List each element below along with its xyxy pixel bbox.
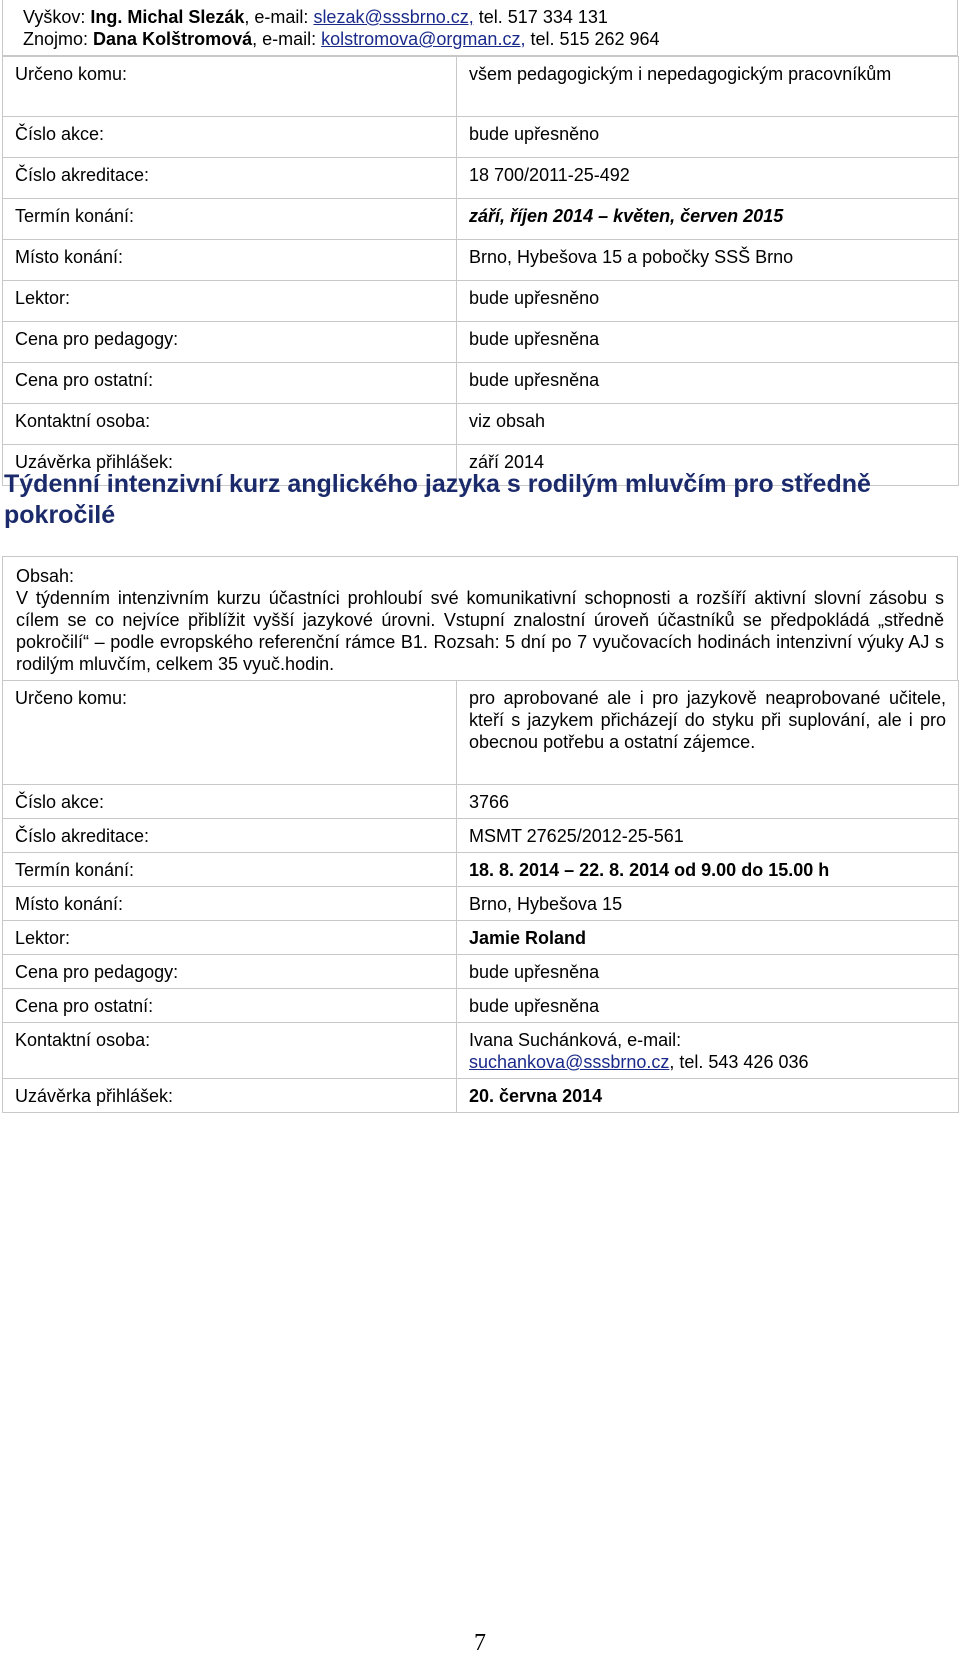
row-value: bude upřesněno [457, 281, 959, 322]
row-label: Určeno komu: [3, 681, 457, 785]
row-value: bude upřesněna [457, 989, 959, 1023]
row-value: pro aprobované ale i pro jazykově neaprobované učitele, kteří s jazykem přicházejí do styku při suplování, ale i pro obecnou potřebu a ostatní zájemce. [457, 681, 959, 785]
row-label: Místo konání: [3, 887, 457, 921]
contact-line [23, 6, 957, 28]
row-value: viz obsah [457, 404, 959, 445]
table-row [3, 281, 959, 322]
table-row [3, 1079, 959, 1113]
row-label: Místo konání: [3, 240, 457, 281]
contact-place: Vyškov: [23, 7, 86, 27]
row-label: Termín konání: [3, 853, 457, 887]
table-row [3, 887, 959, 921]
contact-tel: tel. 515 262 964 [525, 29, 660, 49]
table-row [3, 819, 959, 853]
obsah-text: V týdenním intenzivním kurzu účastníci prohloubí své komunikativní schopnosti a rozšíří aktivní slovní zásobu s cílem se co nejvíce přiblížit vyšší jazykové úrovni. Vstupní znalostní úroveň účastníků se předpokládá „středně pokročilí“ – podle evropského referenční rámce B1. Rozsah: 5 dní po 7 vyučovacích hodinách intenzivní výuky AJ s rodilým mluvčím, celkem 35 vyuč.hodin. [16, 588, 944, 674]
row-value: 18. 8. 2014 – 22. 8. 2014 od 9.00 do 15.00 h [457, 853, 959, 887]
row-label: Cena pro pedagogy: [3, 322, 457, 363]
table-row [3, 322, 959, 363]
contact-tel: , tel. 543 426 036 [669, 1052, 809, 1072]
row-value: bude upřesněna [457, 955, 959, 989]
course2-info-table [2, 680, 959, 1113]
table-row [3, 681, 959, 785]
contact-email-link[interactable]: suchankova@sssbrno.cz [469, 1052, 670, 1072]
table-row [3, 1023, 959, 1079]
table-row [3, 57, 959, 117]
row-value: září 2014 [457, 445, 959, 486]
row-label: Číslo akce: [3, 117, 457, 158]
row-value: MSMT 27625/2012-25-561 [457, 819, 959, 853]
table-row [3, 921, 959, 955]
contact-email-link[interactable]: slezak@sssbrno.cz, [313, 7, 474, 27]
contact-line [23, 28, 957, 50]
table-row [3, 240, 959, 281]
row-label: Číslo akce: [3, 785, 457, 819]
row-label: Cena pro ostatní: [3, 989, 457, 1023]
row-value: 18 700/2011-25-492 [457, 158, 959, 199]
contact-block [2, 0, 958, 56]
row-label: Kontaktní osoba: [3, 404, 457, 445]
table-row [3, 199, 959, 240]
contact-person: Ivana Suchánková, e-mail: [469, 1030, 682, 1050]
course1-info-table [2, 56, 959, 486]
row-value: bude upřesněno [457, 117, 959, 158]
table-row [3, 955, 959, 989]
row-label: Číslo akreditace: [3, 819, 457, 853]
row-value: září, říjen 2014 – květen, červen 2015 [457, 199, 959, 240]
contact-tel: tel. 517 334 131 [473, 7, 608, 27]
row-label: Uzávěrka přihlášek: [3, 1079, 457, 1113]
table-row [3, 785, 959, 819]
row-value: Brno, Hybešova 15 [457, 887, 959, 921]
course2-title: Týdenní intenzivní kurz anglického jazyka s rodilým mluvčím pro středně pokročilé [4, 470, 871, 529]
contact-email-label: , e-mail: [252, 29, 322, 49]
row-label: Určeno komu: [3, 57, 457, 117]
row-label: Cena pro ostatní: [3, 363, 457, 404]
page-number: 7 [474, 1630, 486, 1656]
table-row [3, 363, 959, 404]
contact-place: Znojmo: [23, 29, 89, 49]
row-label: Číslo akreditace: [3, 158, 457, 199]
table-row [3, 117, 959, 158]
table-row [3, 989, 959, 1023]
contact-email-label: , e-mail: [244, 7, 314, 27]
row-value: Jamie Roland [457, 921, 959, 955]
course2-description [2, 556, 958, 680]
row-value: 20. června 2014 [457, 1079, 959, 1113]
row-label: Lektor: [3, 281, 457, 322]
row-value: bude upřesněna [457, 322, 959, 363]
contact-name: Ing. Michal Slezák [90, 7, 245, 27]
row-label: Cena pro pedagogy: [3, 955, 457, 989]
table-row [3, 853, 959, 887]
row-label: Uzávěrka přihlášek: [3, 445, 457, 486]
row-label: Termín konání: [3, 199, 457, 240]
obsah-label: Obsah: [16, 566, 75, 586]
contact-email-link[interactable]: kolstromova@orgman.cz, [321, 29, 526, 49]
row-value-contact [457, 1023, 959, 1079]
row-value: Brno, Hybešova 15 a pobočky SSŠ Brno [457, 240, 959, 281]
row-value: 3766 [457, 785, 959, 819]
row-label: Lektor: [3, 921, 457, 955]
row-label: Kontaktní osoba: [3, 1023, 457, 1079]
row-value: bude upřesněna [457, 363, 959, 404]
table-row [3, 158, 959, 199]
row-value: všem pedagogickým i nepedagogickým pracovníkům [457, 57, 959, 117]
table-row [3, 404, 959, 445]
contact-name: Dana Kolštromová [93, 29, 253, 49]
